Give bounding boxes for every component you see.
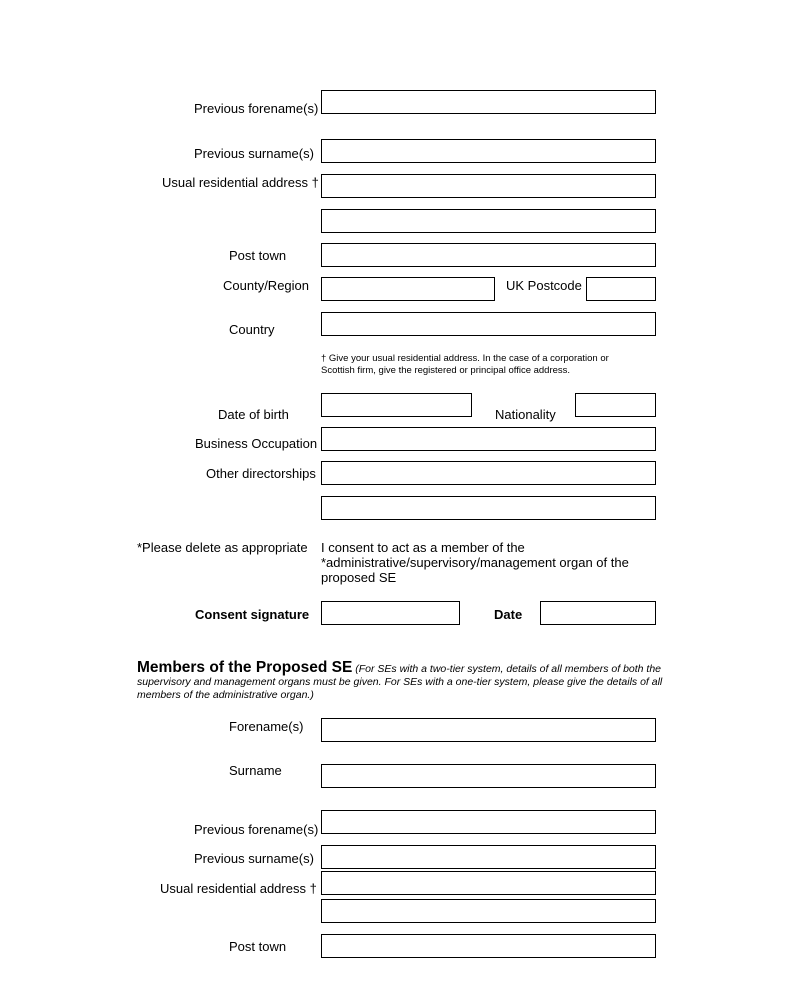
country-field[interactable]	[321, 312, 656, 336]
nationality-field[interactable]	[575, 393, 656, 417]
consent-line2: *administrative/supervisory/management organ of the	[321, 555, 629, 570]
address-note-line2: Scottish firm, give the registered or principal office address.	[321, 365, 571, 376]
date-field[interactable]	[540, 601, 656, 625]
member-previous-forenames-field[interactable]	[321, 810, 656, 834]
usual-address-field-line2[interactable]	[321, 209, 656, 233]
post-town-label: Post town	[229, 248, 287, 263]
consent-statement	[321, 540, 629, 585]
business-occupation-field[interactable]	[321, 427, 656, 451]
date-of-birth-label: Date of birth	[218, 407, 289, 422]
member-forenames-label: Forename(s)	[229, 719, 304, 734]
county-region-field[interactable]	[321, 277, 495, 301]
previous-surnames-field[interactable]	[321, 139, 656, 163]
nationality-label: Nationality	[495, 407, 556, 422]
consent-line3: proposed SE	[321, 570, 397, 585]
date-of-birth-field[interactable]	[321, 393, 472, 417]
member-previous-surnames-field[interactable]	[321, 845, 656, 869]
usual-address-label: Usual residential address †	[162, 175, 319, 190]
members-section-heading	[137, 661, 667, 702]
uk-postcode-field[interactable]	[586, 277, 656, 301]
members-section-title: Members of the Proposed SE	[137, 659, 353, 676]
previous-surnames-label: Previous surname(s)	[194, 146, 314, 161]
previous-forenames-field[interactable]	[321, 90, 656, 114]
other-directorships-label: Other directorships	[206, 466, 316, 481]
other-directorships-field-line1[interactable]	[321, 461, 656, 485]
member-forenames-field[interactable]	[321, 718, 656, 742]
county-region-label: County/Region	[223, 278, 309, 293]
member-previous-forenames-label: Previous forename(s)	[194, 822, 319, 837]
post-town-field[interactable]	[321, 243, 656, 267]
consent-signature-label: Consent signature	[195, 607, 310, 622]
date-label: Date	[494, 607, 523, 622]
member-surname-label: Surname	[229, 763, 282, 778]
business-occupation-label: Business Occupation	[195, 436, 318, 451]
uk-postcode-label: UK Postcode	[506, 278, 582, 293]
member-previous-surnames-label: Previous surname(s)	[194, 851, 314, 866]
address-note-line1: † Give your usual residential address. In the case of a corporation or	[321, 353, 609, 364]
member-post-town-field[interactable]	[321, 934, 656, 958]
country-label: Country	[229, 322, 275, 337]
member-post-town-label: Post town	[229, 939, 287, 954]
previous-forenames-label: Previous forename(s)	[194, 101, 319, 116]
member-surname-field[interactable]	[321, 764, 656, 788]
other-directorships-field-line2[interactable]	[321, 496, 656, 520]
member-usual-address-field-line2[interactable]	[321, 899, 656, 923]
usual-address-field-line1[interactable]	[321, 174, 656, 198]
members-section-description: (For SEs with a two-tier system, details of all members of both the supervisory and management organs must be given. For SEs with a one-tier system, please give the details of all members of the administrative organ.)	[137, 663, 663, 701]
consent-line1: I consent to act as a member of the	[321, 540, 525, 555]
consent-signature-field[interactable]	[321, 601, 460, 625]
member-usual-address-field-line1[interactable]	[321, 871, 656, 895]
address-note	[321, 353, 609, 377]
delete-as-appropriate-note: *Please delete as appropriate	[137, 540, 308, 555]
member-usual-address-label: Usual residential address †	[160, 881, 317, 896]
